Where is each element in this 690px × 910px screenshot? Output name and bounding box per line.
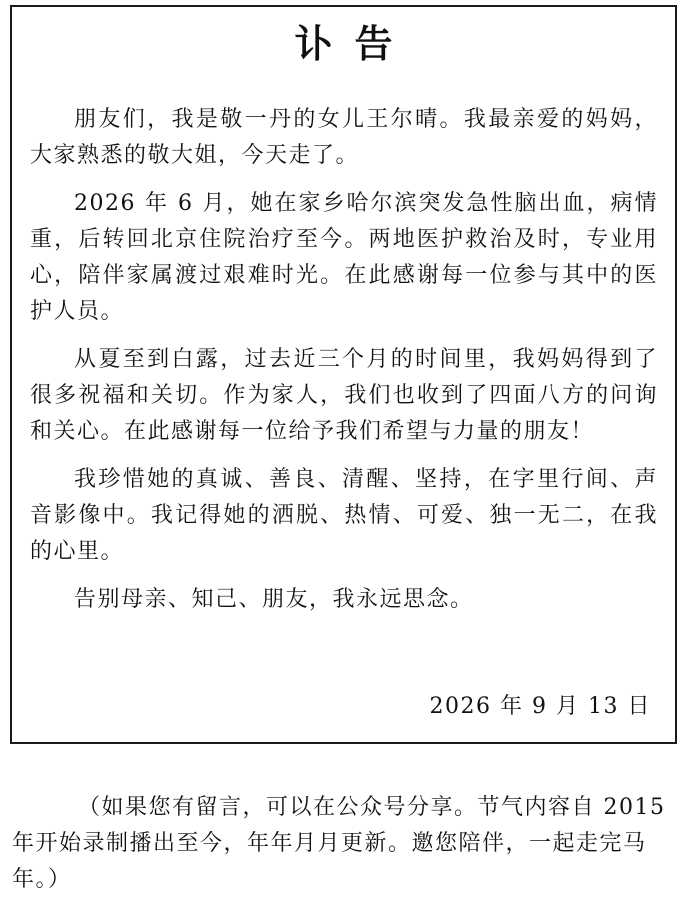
- notice-paragraph-5: 告别母亲、知己、朋友，我永远思念。: [74, 587, 474, 612]
- notice-body: [30, 102, 658, 630]
- notice-title: 讣告: [294, 21, 415, 66]
- footnote-text: （如果您有留言，可以在公众号分享。节气内容自 2015 年开始录制播出至今，年年月月更新。邀您陪伴，一起走完马年。）: [12, 795, 666, 892]
- notice-paragraph-4: 我珍惜她的真诚、善良、清醒、坚持，在字里行间、声音影像中。我记得她的洒脱、热情、可爱、独一无二，在我的心里。: [30, 467, 658, 564]
- notice-paragraph-2: 2026 年 6 月，她在家乡哈尔滨突发急性脑出血，病情重，后转回北京住院治疗至今。两地医护救治及时，专业用心，陪伴家属渡过艰难时光。在此感谢每一位参与其中的医护人员。: [30, 191, 658, 324]
- obituary-notice-frame: [10, 5, 677, 744]
- notice-paragraph-1: 朋友们，我是敬一丹的女儿王尔晴。我最亲爱的妈妈，大家熟悉的敬大姐，今天走了。: [30, 107, 658, 168]
- notice-date: 2026 年 9 月 13 日: [429, 694, 651, 719]
- notice-paragraph-3: 从夏至到白露，过去近三个月的时间里，我妈妈得到了很多祝福和关切。作为家人，我们也收到了四面八方的问询和关心。在此感谢每一位给予我们希望与力量的朋友！: [30, 347, 658, 444]
